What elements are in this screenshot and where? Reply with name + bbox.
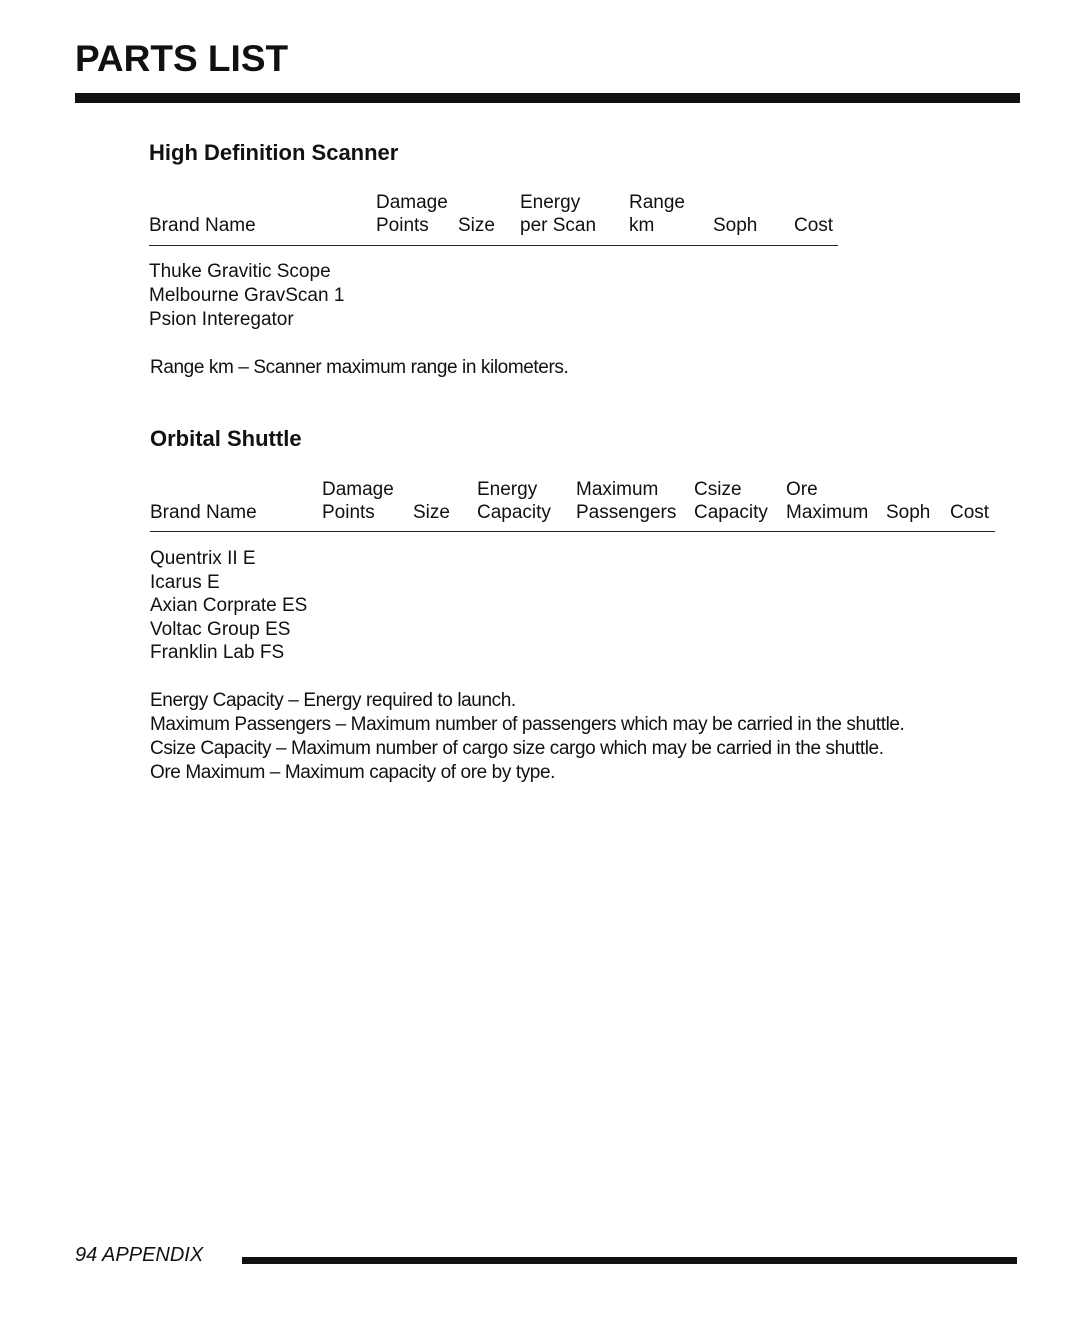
shuttle-col-header-csize (694, 478, 768, 524)
scanner-col-header-brand (149, 191, 256, 237)
scanner-col-header-soph-line2: Soph (713, 215, 758, 236)
shuttle-col-header-ore (786, 478, 868, 524)
shuttle-col-header-energy (477, 478, 551, 524)
shuttle-col-header-damage-line2: Points (322, 502, 375, 523)
shuttle-col-header-ore-line2: Maximum (786, 502, 869, 523)
scanner-col-header-damage-line1: Damage (376, 192, 448, 213)
shuttle-row-2-brand: Axian Corprate ES (150, 595, 308, 616)
shuttle-row-0-brand: Quentrix II E (150, 548, 256, 569)
shuttle-col-header-brand (150, 478, 257, 524)
shuttle-heading: Orbital Shuttle (150, 426, 302, 451)
shuttle-col-header-soph (886, 478, 930, 524)
scanner-row-2-brand: Psion Interegator (149, 309, 294, 330)
shuttle-row-3-brand: Voltac Group ES (150, 618, 291, 640)
scanner-heading: High Definition Scanner (149, 140, 399, 165)
shuttle-col-header-brand-line1 (150, 478, 257, 501)
scanner-col-header-range (629, 191, 685, 237)
shuttle-col-header-cost-line1 (950, 478, 989, 501)
scanner-col-header-cost-line1 (794, 191, 833, 214)
shuttle-col-header-passengers (576, 478, 676, 524)
shuttle-col-header-damage (322, 478, 394, 524)
scanner-col-header-energy-line1: Energy (520, 192, 581, 213)
shuttle-note-csize: Csize Capacity – Maximum number of cargo size cargo which may be carried in the shuttle. (150, 738, 884, 759)
shuttle-note-ore: Ore Maximum – Maximum capacity of ore by type. (150, 762, 556, 783)
scanner-col-header-range-line1: Range (629, 192, 685, 213)
shuttle-col-header-size-line2: Size (413, 502, 450, 523)
shuttle-col-header-brand-line2: Brand Name (150, 502, 257, 523)
scanner-col-header-size (458, 191, 495, 237)
shuttle-col-header-energy-line1: Energy (477, 479, 538, 500)
scanner-col-header-damage (376, 191, 448, 237)
scanner-col-header-energy (520, 191, 596, 237)
footer-rule (242, 1257, 1017, 1264)
scanner-col-header-cost (794, 191, 833, 237)
title-rule (75, 93, 1020, 103)
shuttle-col-header-size (413, 478, 450, 524)
scanner-col-header-cost-line2: Cost (794, 215, 834, 236)
shuttle-col-header-passengers-line1: Maximum (576, 479, 659, 500)
scanner-col-header-range-line2: km (629, 215, 655, 236)
scanner-col-header-brand-line1 (149, 191, 256, 214)
scanner-col-header-soph-line1 (713, 191, 757, 214)
shuttle-header-rule (150, 531, 995, 532)
footer-page-label: 94 APPENDIX (75, 1244, 204, 1266)
shuttle-col-header-ore-line1: Ore (786, 479, 818, 500)
scanner-col-header-size-line2: Size (458, 215, 495, 236)
scanner-col-header-damage-line2: Points (376, 215, 429, 236)
shuttle-col-header-damage-line1: Damage (322, 479, 394, 500)
shuttle-col-header-cost (950, 478, 989, 524)
scanner-row-1-brand: Melbourne GravScan 1 (149, 285, 345, 306)
shuttle-col-header-size-line1 (413, 478, 450, 501)
page-title: PARTS LIST (75, 38, 289, 79)
shuttle-col-header-passengers-line2: Passengers (576, 502, 677, 523)
shuttle-col-header-soph-line1 (886, 478, 930, 501)
shuttle-note-energy: Energy Capacity – Energy required to launch. (150, 690, 516, 711)
scanner-col-header-brand-line2: Brand Name (149, 215, 256, 236)
scanner-col-header-energy-line2: per Scan (520, 215, 597, 236)
scanner-note-range: Range km – Scanner maximum range in kilometers. (150, 357, 569, 378)
shuttle-row-4-brand: Franklin Lab FS (150, 642, 285, 663)
shuttle-col-header-csize-line1: Csize (694, 479, 742, 500)
shuttle-note-passengers: Maximum Passengers – Maximum number of passengers which may be carried in the shuttle. (150, 714, 905, 735)
shuttle-row-1-brand: Icarus E (150, 571, 220, 593)
scanner-header-rule (149, 245, 838, 246)
scanner-row-0-brand: Thuke Gravitic Scope (149, 261, 331, 282)
shuttle-col-header-energy-line2: Capacity (477, 502, 551, 523)
scanner-col-header-soph (713, 191, 757, 237)
shuttle-col-header-cost-line2: Cost (950, 502, 990, 523)
shuttle-col-header-soph-line2: Soph (886, 502, 931, 523)
scanner-col-header-size-line1 (458, 191, 495, 214)
shuttle-col-header-csize-line2: Capacity (694, 502, 768, 523)
